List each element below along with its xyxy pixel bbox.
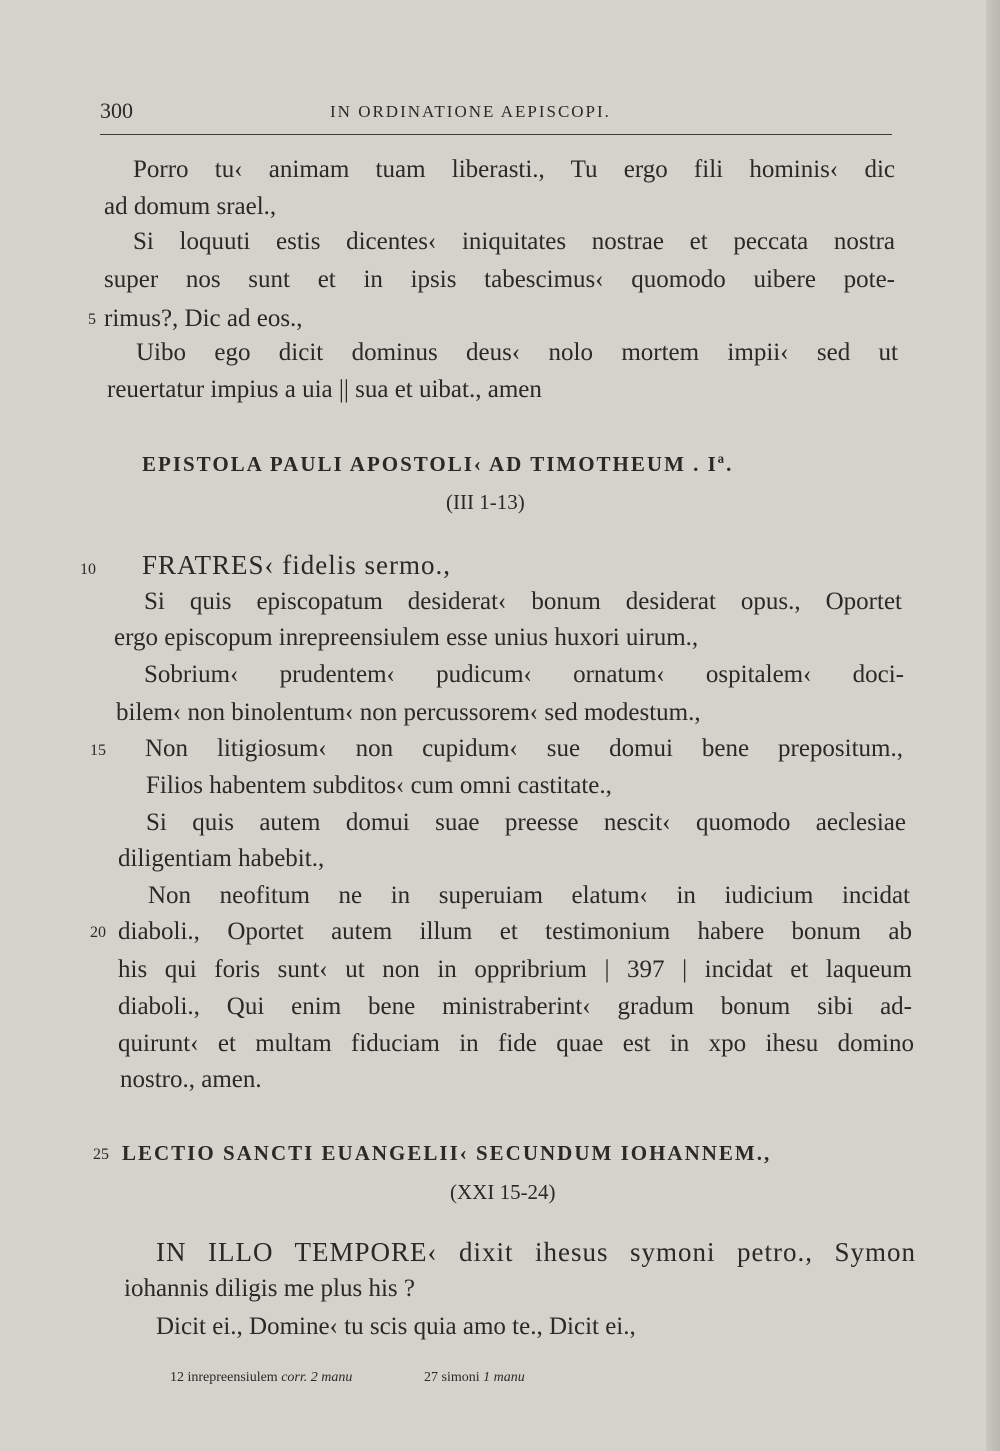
line-number: 20 (90, 924, 106, 941)
text-line: FRATRES‹ fidelis sermo., (142, 550, 452, 580)
header-rule (100, 134, 892, 135)
text-line: Non neofitum ne in superuiam elatum‹ in iudicium incidat (148, 882, 910, 909)
footnote: 12 inrepreensiulem corr. 2 manu (170, 1370, 353, 1385)
text-line: Uibo ego dicit dominus deus‹ nolo mortem impii‹ sed ut (136, 339, 898, 366)
section-heading: LECTIO SANCTI EUANGELII‹ SECUNDUM IOHANNEM., (122, 1141, 772, 1165)
text-line: diligentiam habebit., (118, 845, 325, 872)
text-line: Porro tu‹ animam tuam liberasti., Tu ergo fili hominis‹ dic (133, 156, 895, 183)
footnote: 27 simoni 1 manu (424, 1370, 525, 1385)
text-line: reuertatur impius a uia || sua et uibat., amen (107, 376, 542, 403)
text-line: Si loquuti estis dicentes‹ iniquitates nostrae et peccata nostra (133, 228, 895, 255)
text-line: rimus?, Dic ad eos., (104, 305, 303, 332)
text-line: ad domum srael., (104, 193, 277, 220)
text-line: nostro., amen. (120, 1066, 262, 1093)
text-line: Dicit ei., Domine‹ tu scis quia amo te., Dicit ei., (156, 1313, 636, 1340)
text-line: ergo episcopum inrepreensiulem esse unius huxori uirum., (114, 624, 699, 651)
page-number: 300 (100, 98, 133, 123)
section-heading: EPISTOLA PAULI APOSTOLI‹ AD TIMOTHEUM . Iª. (142, 452, 734, 476)
running-title: IN ORDINATIONE AEPISCOPI. (330, 102, 611, 121)
section-reference: (XXI 15-24) (450, 1180, 556, 1204)
line-number: 25 (93, 1146, 109, 1163)
text-line: diaboli., Oportet autem illum et testimonium habere bonum ab (118, 918, 912, 945)
page-edge (986, 0, 1000, 1451)
page-header (100, 98, 892, 134)
text-line: quirunt‹ et multam fiduciam in fide quae est in xpo ihesu domino (118, 1030, 914, 1057)
text-line: Si quis autem domui suae preesse nescit‹ quomodo aeclesiae (146, 809, 906, 836)
text-line: iohannis diligis me plus his ? (124, 1275, 415, 1302)
text-line: his qui foris sunt‹ ut non in oppribrium | 397 | incidat et laqueum (118, 956, 912, 983)
text-line: Filios habentem subditos‹ cum omni castitate., (146, 772, 612, 799)
text-line: Si quis episcopatum desiderat‹ bonum desiderat opus., Oportet (144, 588, 902, 615)
text-line: Non litigiosum‹ non cupidum‹ sue domui bene prepositum., (145, 735, 903, 762)
text-line: IN ILLO TEMPORE‹ dixit ihesus symoni petro., Symon (156, 1237, 916, 1267)
text-line: Sobrium‹ prudentem‹ pudicum‹ ornatum‹ ospitalem‹ doci- (144, 661, 904, 688)
line-number: 10 (80, 561, 96, 578)
line-number: 15 (90, 742, 106, 759)
section-reference: (III 1-13) (446, 490, 525, 514)
text-line: super nos sunt et in ipsis tabescimus‹ quomodo uibere pote- (104, 266, 895, 293)
text-line: bilem‹ non binolentum‹ non percussorem‹ sed modestum., (116, 699, 701, 726)
text-line: diaboli., Qui enim bene ministraberint‹ gradum bonum sibi ad- (118, 993, 912, 1020)
line-number: 5 (88, 311, 96, 328)
